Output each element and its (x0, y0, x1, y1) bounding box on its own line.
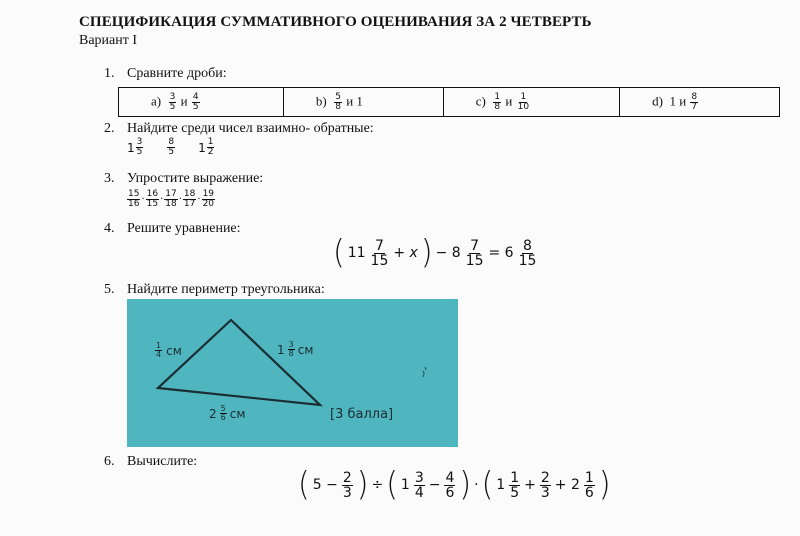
denominator: 15 (146, 199, 159, 209)
denominator: 3 (342, 484, 352, 501)
variant-label: Вариант I (79, 33, 138, 48)
whole-part: 2 (209, 406, 217, 421)
cell-label: c) (475, 92, 486, 108)
whole-part: 1 (496, 477, 506, 493)
open-paren: ( (333, 233, 345, 272)
numerator: 7 (470, 237, 480, 254)
fraction (370, 239, 390, 268)
fraction (202, 190, 215, 209)
cell-label: d) (652, 92, 663, 108)
side-right-label (277, 341, 313, 358)
numerator: 1 (207, 137, 214, 147)
fraction (183, 190, 196, 209)
multiply-sign: · (178, 194, 182, 205)
equals-term: = 6 (488, 245, 514, 261)
whole-part: 1 (277, 342, 285, 357)
numerator: 18 (183, 189, 196, 199)
numerator: 4 (445, 469, 455, 486)
numerator: 2 (540, 469, 550, 486)
numerator: 2 (342, 469, 352, 486)
fraction (518, 239, 538, 268)
compare-cell-d (620, 88, 780, 117)
close-paren: ) (420, 233, 433, 272)
unit: см (229, 406, 246, 421)
open-paren: ( (386, 465, 398, 504)
fraction (690, 93, 698, 112)
denominator: 6 (445, 484, 455, 501)
unit: см (297, 342, 314, 357)
side-left-label (154, 342, 182, 359)
open-paren: ( (481, 465, 494, 504)
fraction (342, 471, 353, 500)
numerator: 5 (220, 404, 226, 413)
comparison-pre: 1 и (669, 92, 687, 108)
numerator: 1 (584, 469, 594, 486)
term: 5 − (312, 477, 338, 493)
question-2-number: 2. (104, 121, 115, 136)
denominator: 5 (192, 101, 199, 112)
compare-cell-b (283, 88, 443, 117)
denominator: 15 (518, 252, 537, 269)
denominator: 8 (288, 349, 294, 358)
numerator: 3 (136, 137, 143, 147)
numerator: 4 (192, 91, 199, 102)
question-6-text: Вычислите: (127, 454, 198, 469)
divide-sign: ÷ (371, 477, 384, 493)
question-1-text: Сравните дроби: (127, 66, 227, 81)
denominator: 20 (202, 199, 215, 209)
numerator: 3 (169, 91, 176, 102)
denominator: 15 (370, 252, 389, 269)
denominator: 5 (510, 484, 520, 501)
close-paren: ) (598, 465, 611, 504)
plus-x: + x (393, 245, 418, 261)
mixed-number (166, 138, 176, 157)
numerator: 8 (168, 137, 175, 147)
compare-cell-c (443, 88, 619, 117)
denominator: 4 (414, 484, 424, 501)
multiply-sign: · (160, 194, 164, 205)
denominator: 4 (156, 350, 162, 359)
calculation-expression (298, 465, 611, 504)
fraction (540, 471, 551, 500)
triangle-figure (127, 299, 458, 447)
denominator: 18 (165, 199, 177, 209)
fraction (584, 471, 595, 500)
whole-part: 11 (347, 245, 366, 261)
numerator: 16 (146, 189, 159, 199)
numerator: 3 (288, 340, 294, 349)
numerator: 1 (510, 469, 520, 486)
numerator: 15 (128, 189, 140, 199)
numerator: 1 (520, 91, 527, 102)
mixed-number (198, 138, 215, 157)
compare-cell-a (119, 88, 284, 117)
compare-fractions-table (118, 87, 780, 117)
fraction (146, 190, 159, 209)
numerator: 7 (375, 237, 384, 254)
reciprocal-candidates (127, 138, 215, 157)
whole-part: 1 (198, 140, 206, 155)
fraction (288, 341, 295, 358)
denominator: 6 (220, 413, 226, 422)
fraction (334, 93, 342, 112)
fraction (493, 93, 501, 112)
close-paren: ) (356, 465, 369, 504)
multiply-sign: · (141, 194, 145, 205)
plus-term: + 2 (554, 477, 580, 493)
points-label: [3 балла] (330, 407, 394, 422)
question-5-text: Найдите периметр треугольника: (127, 282, 325, 297)
question-4-text: Решите уравнение: (127, 221, 241, 236)
denominator: 8 (494, 101, 501, 112)
denominator: 17 (183, 199, 196, 209)
numerator: 5 (335, 91, 341, 102)
unit: см (166, 343, 182, 358)
equation (333, 233, 538, 272)
conjunction: и (180, 92, 188, 108)
question-3-text: Упростите выражение: (127, 171, 264, 186)
minus-term: − 8 (435, 245, 461, 261)
denominator: 5 (169, 101, 176, 112)
pen-mark (423, 367, 426, 377)
numerator: 17 (165, 189, 177, 199)
plus-sign: + (524, 477, 536, 493)
fraction (155, 342, 162, 359)
multiply-sign: · (197, 194, 201, 205)
numerator: 3 (414, 469, 424, 486)
comparison-rest: и 1 (346, 92, 363, 108)
side-bottom-label (209, 405, 245, 422)
numerator: 19 (202, 189, 215, 199)
open-paren: ( (298, 465, 310, 504)
mixed-number (127, 138, 144, 157)
whole-part: 1 (127, 140, 135, 155)
numerator: 1 (156, 341, 162, 350)
fraction (169, 93, 177, 112)
question-2-text: Найдите среди чисел взаимно- обратные: (127, 121, 374, 136)
fraction (220, 405, 227, 422)
numerator: 1 (494, 91, 501, 102)
fraction (136, 138, 144, 157)
fraction (517, 93, 530, 112)
page-title: СПЕЦИФИКАЦИЯ СУММАТИВНОГО ОЦЕНИВАНИЯ ЗА 2 ЧЕТВЕРТЬ (79, 14, 592, 30)
denominator: 2 (207, 147, 214, 157)
fraction (192, 93, 200, 112)
fraction (509, 471, 520, 500)
close-paren: ) (459, 465, 472, 504)
denominator: 5 (168, 147, 175, 157)
question-3-number: 3. (104, 171, 115, 186)
question-1-number: 1. (104, 66, 115, 81)
denominator: 8 (335, 101, 341, 112)
fraction (207, 138, 215, 157)
triangle-shape (158, 320, 320, 405)
question-4-number: 4. (104, 221, 115, 236)
fraction (127, 190, 140, 209)
denominator: 7 (691, 101, 698, 112)
numerator: 8 (523, 237, 532, 254)
denominator: 15 (465, 252, 484, 269)
minus-sign: − (428, 477, 441, 493)
denominator: 10 (517, 101, 530, 112)
multiply-sign: · (474, 477, 479, 493)
whole-part: 1 (400, 477, 410, 493)
question-5-number: 5. (104, 282, 115, 297)
cell-label: b) (315, 92, 327, 108)
product-expression (126, 190, 216, 209)
denominator: 16 (128, 199, 140, 209)
fraction (444, 471, 455, 500)
fraction (414, 471, 425, 500)
fraction (465, 239, 485, 268)
conjunction: и (505, 92, 513, 108)
numerator: 8 (691, 91, 698, 102)
denominator: 6 (584, 484, 594, 501)
question-6-number: 6. (104, 454, 115, 469)
fraction (167, 138, 175, 157)
fraction (164, 190, 177, 209)
denominator: 3 (540, 484, 550, 501)
cell-label: a) (151, 92, 162, 108)
denominator: 5 (136, 147, 143, 157)
triangle-drawing (127, 299, 458, 447)
